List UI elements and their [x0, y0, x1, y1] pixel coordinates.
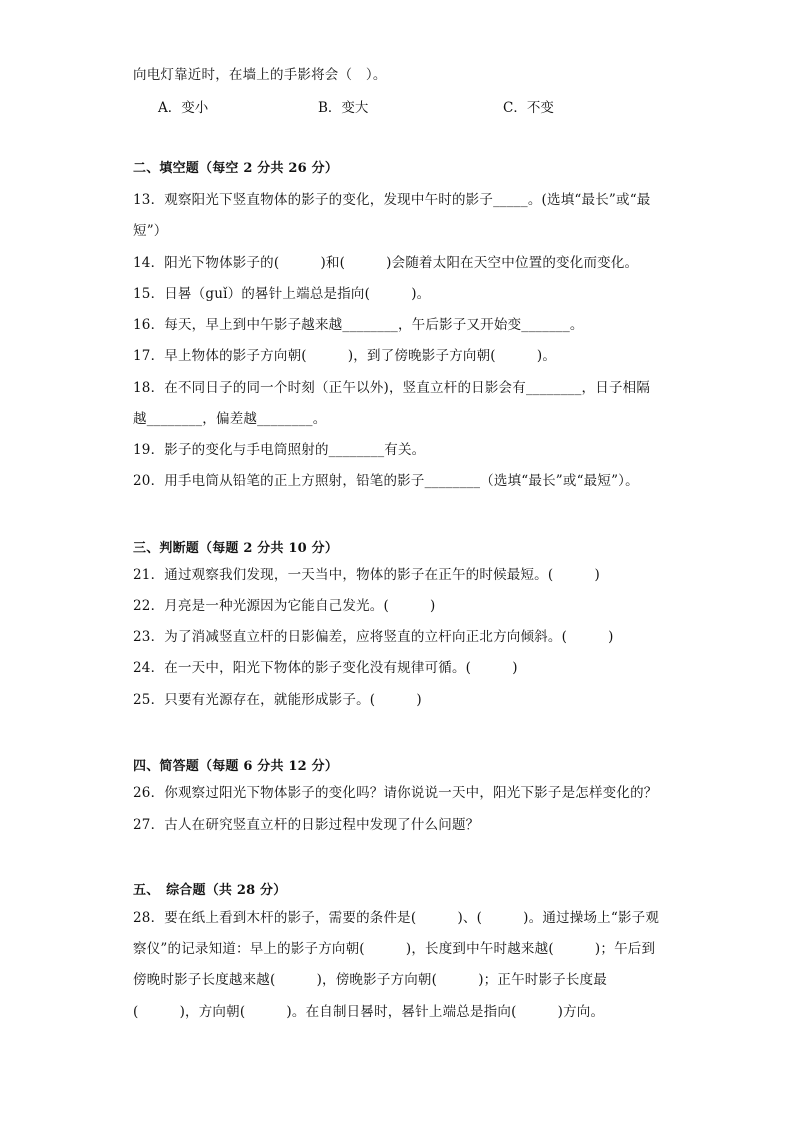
question-27: 27．古人在研究竖直立杆的日影过程中发现了什么问题？ — [133, 817, 480, 833]
question-16: 16．每天，早上到中午影子越来越________，午后影子又开始变_______。 — [133, 317, 584, 333]
question-18-line-1: 18．在不同日子的同一个时刻（正午以外)，竖直立杆的日影会有________，日子相隔 — [133, 380, 651, 396]
question-18-line-2: 越________，偏差越________。 — [133, 411, 327, 427]
option-b: B．变大 — [318, 100, 369, 116]
question-24: 24．在一天中，阳光下物体的影子变化没有规律可循。( ) — [133, 660, 518, 676]
section-3-heading: 三、判断题（每题 2 分共 10 分） — [133, 541, 339, 556]
question-17: 17．早上物体的影子方向朝( )，到了傍晚影子方向朝( )。 — [133, 348, 557, 364]
question-26: 26．你观察过阳光下物体影子的变化吗？请你说说一天中，阳光下影子是怎样变化的？ — [133, 785, 658, 801]
section-4-heading: 四、简答题（每题 6 分共 12 分） — [133, 759, 339, 774]
question-23: 23．为了消减竖直立杆的日影偏差，应将竖直的立杆向正北方向倾斜。( ) — [133, 629, 614, 645]
question-28-line-1: 28．要在纸上看到木杆的影子，需要的条件是( )、( )。通过操场上“影子观 — [133, 910, 660, 926]
question-14: 14．阳光下物体影子的( )和( )会随着太阳在天空中位置的变化而变化。 — [133, 255, 639, 271]
question-25: 25．只要有光源存在，就能形成影子。( ) — [133, 692, 422, 708]
question-20: 20．用手电筒从铅笔的正上方照射，铅笔的影子________（选填“最长”或“最短”）。 — [133, 473, 639, 489]
option-a: A．变小 — [158, 100, 209, 116]
question-19: 19．影子的变化与手电筒照射的________有关。 — [133, 442, 426, 458]
section-2-heading: 二、填空题（每空 2 分共 26 分） — [133, 161, 339, 176]
question-28-line-3: 傍晚时影子长度越来越( )，傍晚影子方向朝( )；正午时影子长度最 — [133, 972, 607, 988]
question-22: 22．月亮是一种光源因为它能自己发光。( ) — [133, 598, 436, 614]
question-28-line-2: 察仪”的记录知道：早上的影子方向朝( )，长度到中午时越来越( )；午后到 — [133, 941, 656, 957]
question-13-line-2: 短”） — [133, 223, 168, 239]
question-13-line-1: 13．观察阳光下竖直物体的影子的变化，发现中午时的影子_____。(选填“最长”或“最 — [133, 192, 651, 208]
question-12-tail: 向电灯靠近时，在墙上的手影将会（ ）。 — [133, 67, 387, 83]
section-5-heading: 五、 综合题（共 28 分） — [133, 883, 287, 898]
question-21: 21．通过观察我们发现，一天当中，物体的影子在正午的时候最短。( ) — [133, 567, 600, 583]
question-28-line-4: ( )，方向朝( )。在自制日晷时，晷针上端总是指向( )方向。 — [133, 1004, 605, 1020]
question-15: 15．日晷（guǐ）的晷针上端总是指向( )。 — [133, 286, 431, 302]
option-c: C．不变 — [503, 100, 554, 116]
